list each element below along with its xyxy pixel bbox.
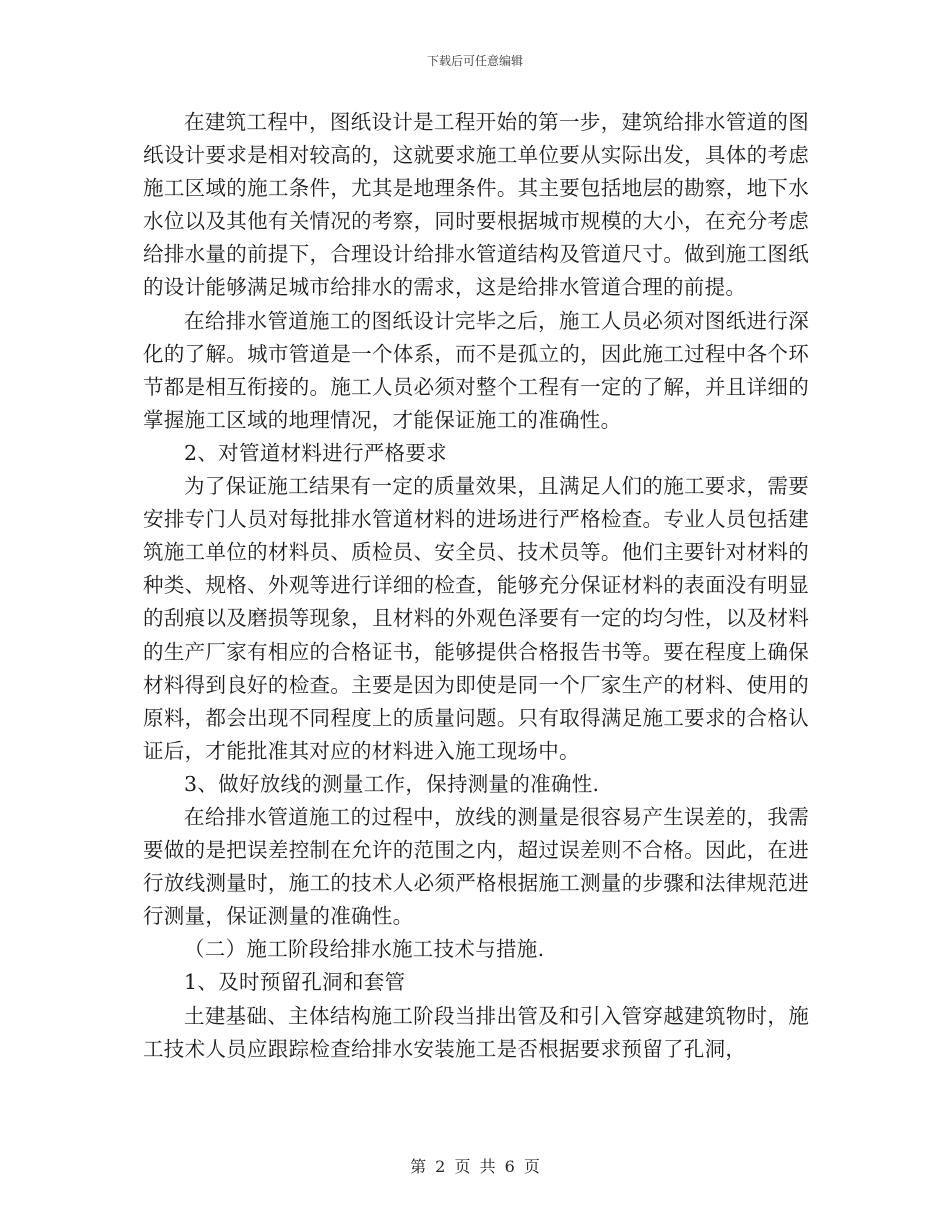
page-number: 第 2 页 共 6 页 — [410, 1157, 540, 1176]
section-heading-materials: 2、对管道材料进行严格要求 — [184, 440, 447, 465]
paragraph-drawing-understanding: 在给排水管道施工的图纸设计完毕之后，施工人员必须对图纸进行深化的了解。城市管道是一个体系，而不是孤立的，因此施工过程中各个环节都是相互衔接的。施工人员必须对整个工程有一定的了解，并且详细的掌握施工区域的地理情况，才能保证施工的准确性。 — [143, 308, 809, 432]
page-header: 下载后可任意编辑 — [426, 54, 523, 68]
paragraph-material-inspection: 为了保证施工结果有一定的质量效果，且满足人们的施工要求，需要安排专门人员对每批排水管道材料的进场进行严格检查。专业人员包括建筑施工单位的材料员、质检员、安全员、技术员等。他们主要针对材料的种类、规格、外观等进行详细的检查，能够充分保证材料的表面没有明显的刮痕以及磨损等现象，且材料的外观色泽要有一定的均匀性，以及材料的生产厂家有相应的合格证书，能够提供合格报告书等。要在程度上确保材料得到良好的检查。主要是因为即使是同一个厂家生产的材料、使用的原料，都会出现不同程度上的质量问题。只有取得满足施工要求的合格认证后，才能批准其对应的材料进入施工现场中。 — [143, 474, 809, 763]
paragraph-survey-accuracy: 在给排水管道施工的过程中，放线的测量是很容易产生误差的，我需要做的是把误差控制在允许的范围之内，超过误差则不合格。因此，在进行放线测量时，施工的技术人必须严格根据施工测量的步骤和法律规范进行测量，保证测量的准确性。 — [143, 804, 809, 929]
document-body — [143, 106, 809, 1066]
section-heading-survey: 3、做好放线的测量工作，保持测量的准确性. — [184, 771, 600, 796]
paragraph-drawing-design: 在建筑工程中，图纸设计是工程开始的第一步，建筑给排水管道的图纸设计要求是相对较高的，这就要求施工单位要从实际出发，具体的考虑施工区域的施工条件，尤其是地理条件。其主要包括地层的勘察，地下水水位以及其他有关情况的考察，同时要根据城市规模的大小，在充分考虑给排水量的前提下，合理设计给排水管道结构及管道尺寸。做到施工图纸的设计能够满足城市给排水的需求，这是给排水管道合理的前提。 — [143, 110, 809, 300]
section-heading-construction-stage: （二）施工阶段给排水施工技术与措施. — [184, 937, 545, 962]
section-heading-reserved-holes: 1、及时预留孔洞和套管 — [184, 970, 406, 995]
paragraph-reserved-holes: 土建基础、主体结构施工阶段当排出管及和引入管穿越建筑物时，施工技术人员应跟踪检查给排水安装施工是否根据要求预留了孔洞， — [143, 1003, 809, 1061]
